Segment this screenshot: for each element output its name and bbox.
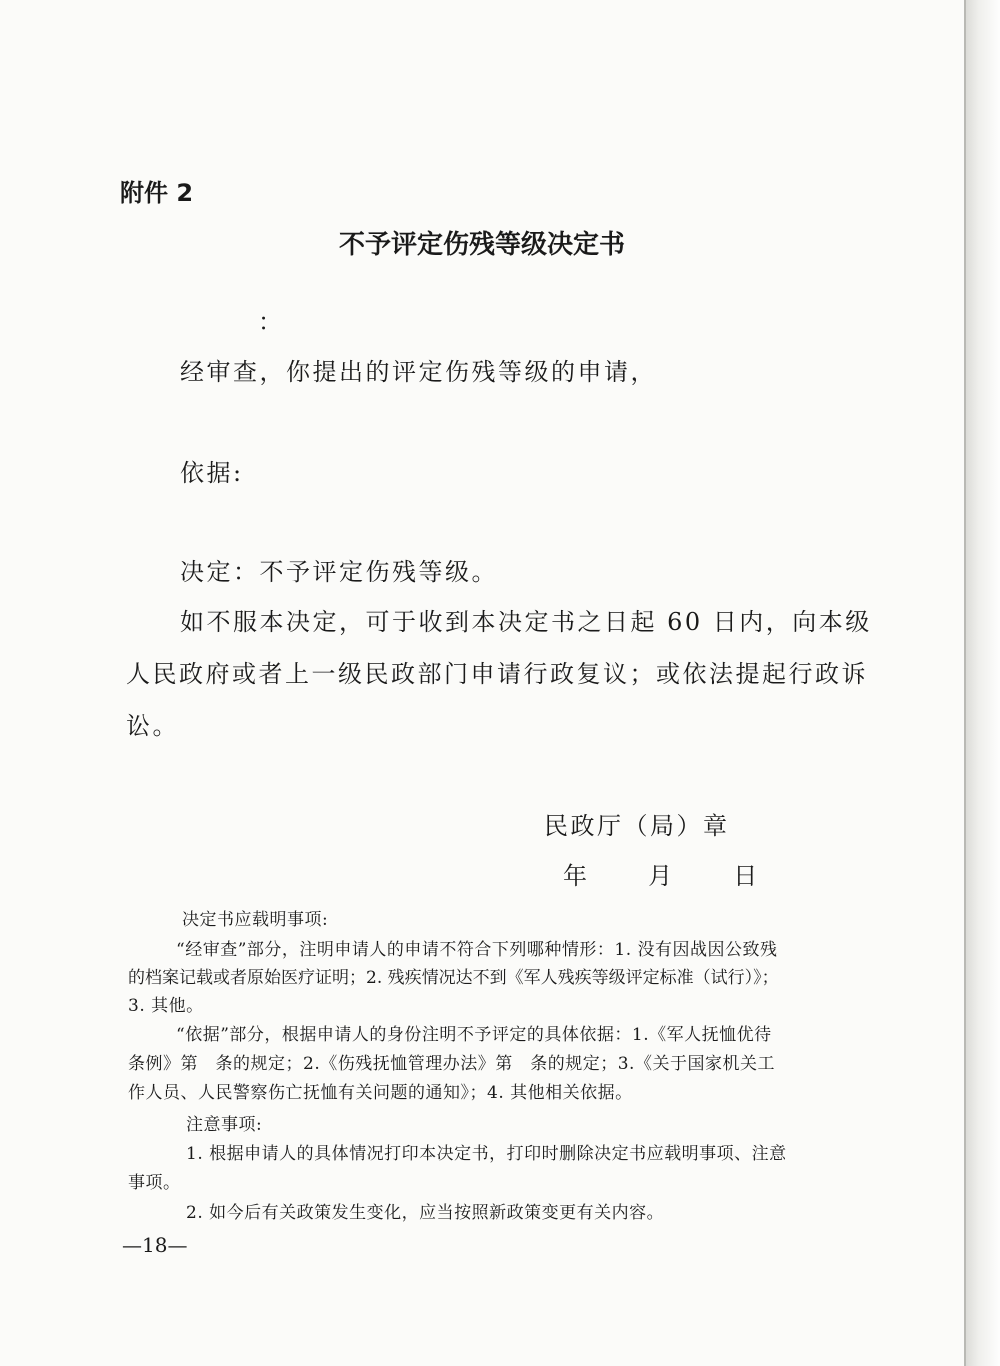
salutation-colon: ： xyxy=(258,308,285,336)
notes-text-line: “依据”部分，根据申请人的身份注明不予评定的具体依据：1.《军人抚恤优待 xyxy=(176,1025,772,1045)
appeal-paragraph-line: 如不服本决定，可于收到本决定书之日起 60 日内，向本级 xyxy=(180,608,872,636)
date-line: 年 月 日 xyxy=(563,862,760,890)
appeal-paragraph-line: 人民政府或者上一级民政部门申请行政复议；或依法提起行政诉 xyxy=(126,660,868,688)
attachment-label: 附件 2 xyxy=(120,179,194,207)
appeal-paragraph-line: 讼。 xyxy=(126,712,179,740)
decision-paragraph: 决定：不予评定伤残等级。 xyxy=(180,558,498,586)
document-title: 不予评定伤残等级决定书 xyxy=(338,230,625,260)
notes-text-line: 条例》第 条的规定；2.《伤残抚恤管理办法》第 条的规定；3.《关于国家机关工 xyxy=(128,1054,775,1074)
notes-text-line: 1. 根据申请人的具体情况打印本决定书，打印时删除决定书应载明事项、注意 xyxy=(186,1144,787,1164)
notes-text-line: 作人员、人民警察伤亡抚恤有关问题的通知》；4. 其他相关依据。 xyxy=(128,1083,633,1103)
page-number: —18— xyxy=(122,1233,188,1257)
basis-paragraph: 依据: xyxy=(180,459,244,487)
notes-text-line: “经审查”部分，注明申请人的申请不符合下列哪种情形：1. 没有因战因公致残 xyxy=(176,940,778,960)
notes-text-line: 3. 其他。 xyxy=(128,996,204,1016)
attention-heading: 注意事项: xyxy=(186,1115,263,1135)
seal-label: 民政厅（局）章 xyxy=(544,812,730,840)
notes-heading: 决定书应载明事项: xyxy=(182,910,329,930)
page-edge-shadow xyxy=(964,0,1000,1366)
review-paragraph: 经审查，你提出的评定伤残等级的申请， xyxy=(180,358,657,386)
notes-text-line: 的档案记载或者原始医疗证明；2. 残疾情况达不到《军人残疾等级评定标准（试行）》； xyxy=(128,968,779,988)
notes-text-line: 2. 如今后有关政策发生变化，应当按照新政策变更有关内容。 xyxy=(186,1203,665,1223)
notes-text-line: 事项。 xyxy=(128,1173,181,1193)
